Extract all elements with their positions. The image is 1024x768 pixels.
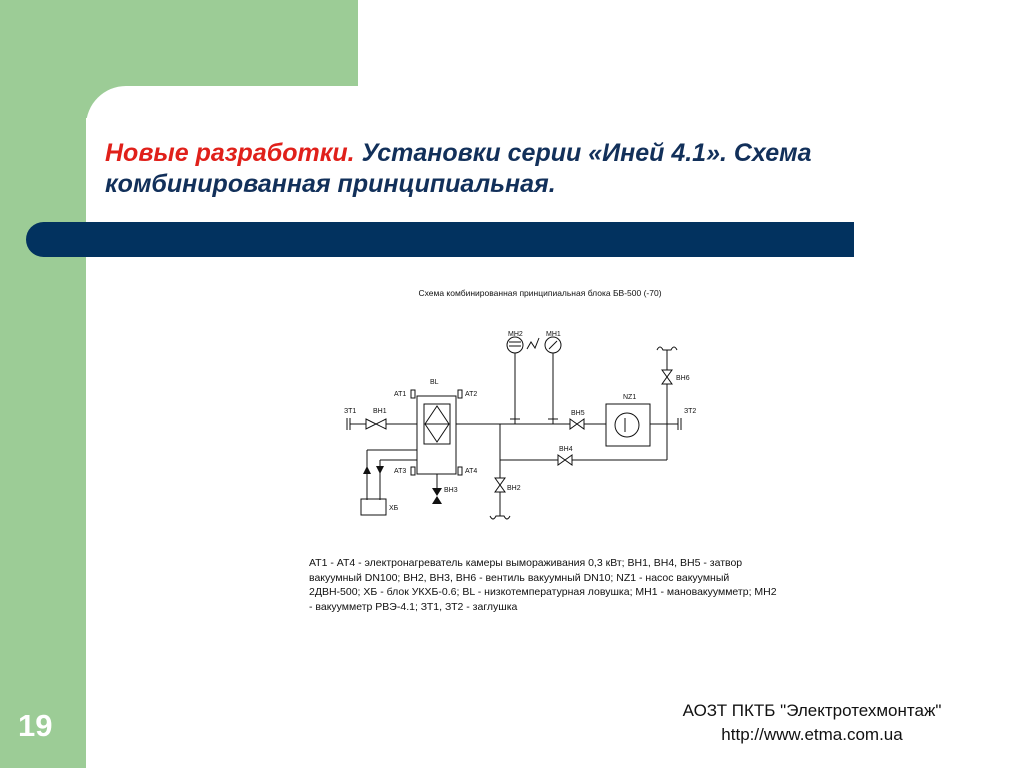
at2-heater — [458, 390, 462, 398]
footer — [640, 699, 984, 747]
diagram-caption: Схема комбинированная принципиальная блока БВ-500 (-70) — [418, 288, 662, 298]
label-zt2: ЗТ2 — [684, 408, 697, 415]
schematic-diagram — [300, 278, 780, 528]
vn3-valve-top — [432, 488, 442, 496]
mh2-gauge — [507, 337, 523, 353]
label-mh1: МН1 — [546, 331, 561, 338]
label-vn4: ВН4 — [559, 446, 573, 453]
title-rest: Установки серии «Иней 4.1». Схема комбинированная принципиальная. — [105, 139, 812, 198]
vn2-outlet-flange — [490, 516, 510, 519]
label-bl: BL — [430, 379, 439, 386]
hb-arrow-down — [376, 466, 384, 474]
vn6-inlet-flange — [657, 347, 677, 350]
vn5-valve — [570, 419, 584, 429]
company-url[interactable]: http://www.etma.com.ua — [721, 725, 903, 744]
at3-heater — [411, 467, 415, 475]
diagram-legend: АТ1 - АТ4 - электронагреватель камеры вымораживания 0,3 кВт; ВН1, ВН4, ВН5 - затвор вакуумный DN100; ВН2, ВН3, ВН6 - вентиль вакуумный DN10; NZ1 - насос вакуумный 2ДВН-500; ХБ - блок УКХБ-0.6; BL - низкотемпературная ловушка; МН1 - мановакуумметр; МН2 - вакуумметр РВЭ-4.1; ЗТ1, ЗТ2 - заглушка — [309, 557, 777, 613]
title-accent: Новые разработки. — [105, 139, 355, 167]
label-vn2: ВН2 — [507, 485, 521, 492]
label-at1: AT1 — [394, 391, 407, 398]
vn4-valve — [558, 455, 572, 465]
label-vn6: ВН6 — [676, 375, 690, 382]
label-at4: AT4 — [465, 468, 478, 475]
green-left-strip — [0, 0, 86, 768]
label-at2: AT2 — [465, 391, 478, 398]
label-mh2: МН2 — [508, 331, 523, 338]
nz1-pump — [606, 404, 650, 446]
at1-heater — [411, 390, 415, 398]
company-name: АОЗТ ПКТБ "Электротехмонтаж" — [682, 701, 942, 720]
vn1-valve — [366, 419, 386, 429]
label-nz1: NZ1 — [623, 394, 637, 401]
nz1-rotor — [615, 413, 639, 437]
label-vn5: ВН5 — [571, 410, 585, 417]
title-divider-bar — [26, 222, 854, 257]
slide-title — [105, 138, 945, 200]
label-vn3: ВН3 — [444, 487, 458, 494]
vn3-valve-bottom — [432, 496, 442, 504]
mh-link — [527, 338, 539, 349]
hb-unit — [361, 499, 386, 515]
slide-number: 19 — [18, 708, 53, 743]
label-hb: ХБ — [389, 505, 399, 512]
hb-arrow-up — [363, 466, 371, 474]
vn2-valve — [495, 478, 505, 492]
at4-heater — [458, 467, 462, 475]
label-at3: AT3 — [394, 468, 407, 475]
vn6-valve — [662, 370, 672, 384]
label-vn1: ВН1 — [373, 408, 387, 415]
label-zt1: ЗТ1 — [344, 408, 357, 415]
